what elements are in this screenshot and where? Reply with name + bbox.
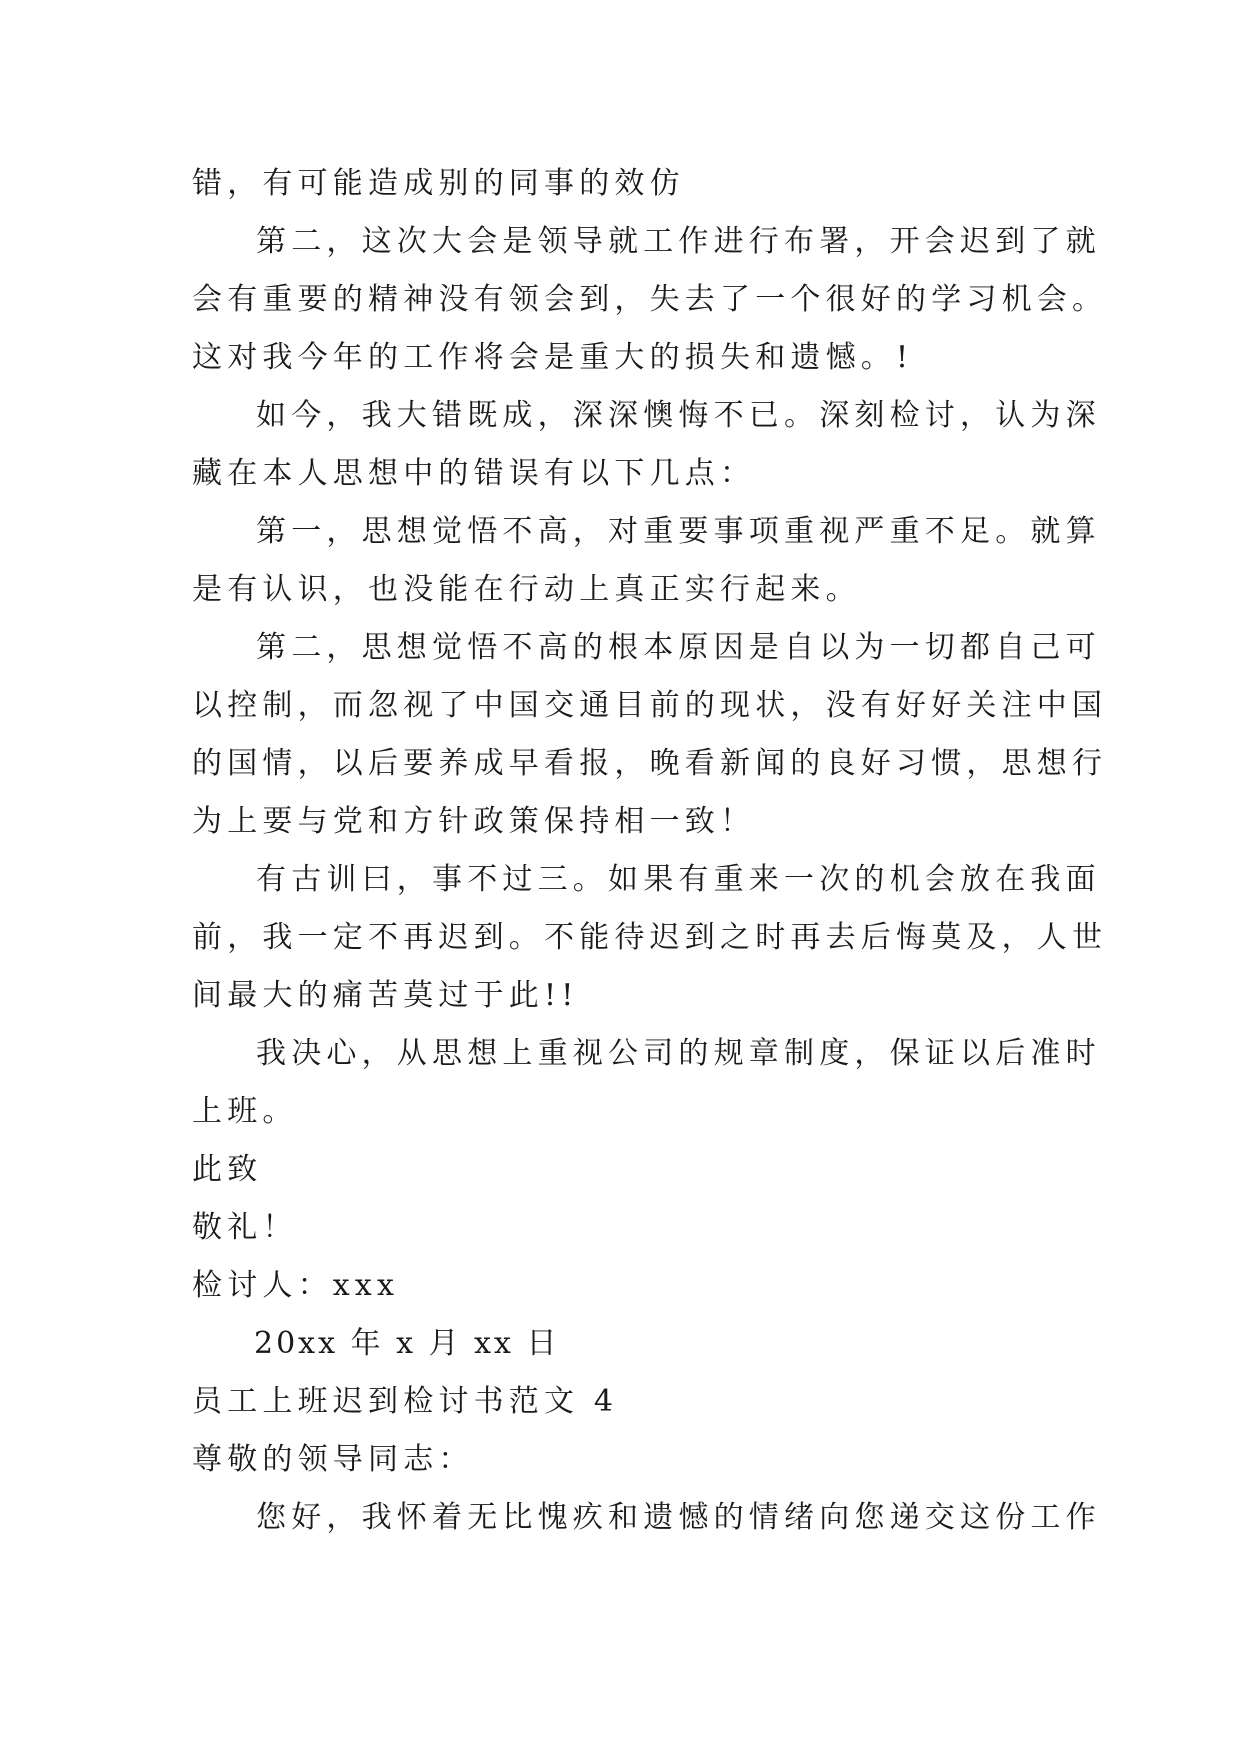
text-line: 错，有可能造成别的同事的效仿: [192, 166, 685, 201]
text-line: 第二，这次大会是领导就工作进行布署，开会迟到了就: [256, 224, 1101, 259]
text-line: 上班。: [192, 1094, 298, 1129]
greeting-line: 尊敬的领导同志：: [192, 1442, 474, 1477]
closing-salutation: 此致: [192, 1152, 263, 1187]
text-line: 会有重要的精神没有领会到，失去了一个很好的学习机会。: [192, 282, 1108, 317]
text-line: 您好，我怀着无比愧疚和遗憾的情绪向您递交这份工作: [256, 1500, 1101, 1535]
text-line: 以控制，而忽视了中国交通目前的现状，没有好好关注中国: [192, 688, 1108, 723]
text-line: 如今，我大错既成，深深懊悔不已。深刻检讨，认为深: [256, 398, 1101, 433]
signature-line: 检讨人：xxx: [192, 1268, 400, 1303]
text-line: 是有认识，也没能在行动上真正实行起来。: [192, 572, 861, 607]
text-line: 第一，思想觉悟不高，对重要事项重视严重不足。就算: [256, 514, 1101, 549]
document-body: [192, 155, 1108, 1547]
text-line: 的国情，以后要养成早看报，晚看新闻的良好习惯，思想行: [192, 746, 1108, 781]
text-line: 我决心，从思想上重视公司的规章制度，保证以后准时: [256, 1036, 1101, 1071]
text-line: 前，我一定不再迟到。不能待迟到之时再去后悔莫及，人世: [192, 920, 1108, 955]
text-line: 这对我今年的工作将会是重大的损失和遗憾。!: [192, 340, 914, 375]
text-line: 藏在本人思想中的错误有以下几点：: [192, 456, 756, 491]
text-line: 为上要与党和方针政策保持相一致！: [192, 804, 756, 839]
closing-regards: 敬礼！: [192, 1210, 298, 1245]
text-line: 间最大的痛苦莫过于此!!: [192, 978, 579, 1013]
section-title: 员工上班迟到检讨书范文 4: [192, 1384, 619, 1419]
date-line: 20xx 年 x 月 xx 日: [254, 1326, 560, 1361]
text-line: 第二，思想觉悟不高的根本原因是自以为一切都自己可: [256, 630, 1101, 665]
text-line: 有古训曰，事不过三。如果有重来一次的机会放在我面: [256, 862, 1101, 897]
